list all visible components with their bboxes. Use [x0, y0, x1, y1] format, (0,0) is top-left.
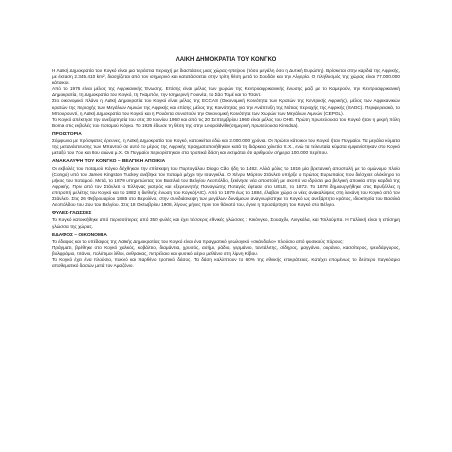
section-tribes-languages [52, 211, 400, 229]
paragraph: Το έδαφος και το υπέδαφος της Λαϊκής Δημοκρατίας του Κογκό είναι ένα πραγματικό γεωλογικό «σκάνδαλο» πλούσιο από φυσικούς πόρους: [52, 238, 344, 244]
section-prehistory [52, 132, 400, 156]
paragraph: Οι εκβολές του ποταμού Κόγκο δέχθηκαν την επίσκεψη του Πορτογάλου Diogo Cão ήδη το 1482. Αλλά μόλις το 1816 μία βρετανική αποστολή με το ομώνυμο πλοίο (Congo) υπό τον James Kingston Tuckey ανέβηκε τον ποταμό μέχρι την Ισανγκίλα. Ο Χένρυ Μόρτον Στάνλεϋ υπήρξε ο πρώτος Ευρωπαίος που διέσχισε ολόκληρο το μήκος του ποταμού. Μετά, το 1879 υπηρετώντας τον Βασιλιά του Βελγίου Λεοπόλδο, ξεκίνησε νέα αποστολή με σκοπό να ιδρύσει μια βελγική αποικία στην καρδιά της Αφρικής. Πριν από τον Στάνλεϋ ο Έλληνας γιατρός και εξερευνητής Παναγιώτης Ποταγός έφτασε στο UELE, το 1872. Το 1878 δημιουργήθηκε στις Βρυξέλλες η επιτροπή μελέτης του Κογκό και το 1882 η διεθνής ένωση του Κογκό(AIC). Από το 1879 έως το 1884, έλαβαν χώρα οι νέες ανακαλύψεις στη λεκάνη του Κογκό από τον Στάνλεϋ. Στις 26 Φεβρουαρίου 1885 στο Βερολίνο, στην συνδιάσκεψη των μεγάλων δυνάμεων αναγνωρίστηκε το Κογκό ως ανεξάρτητο κράτος, ιδιοκτησία του Βασιλιά Λεοπόλδου του 2ου του Βελγίου. Στις 18 Οκτωβρίου 1908, λίγους μήνες πριν τον θάνατό του, έγινε η προσάρτηση του Κογκό στο Βέλγιο. [52, 165, 400, 208]
section-intro [52, 68, 400, 129]
paragraph: Το Κογκό έχει ένα πλούσιο, πυκνό και παρθένο τροπικό δάσος. Τα δάση καλύπτουν το 60% της εθνικής επικράτειας. Κατέχει επομένως το δεύτερο παγκόσμιο αποθεματικό δασών μετά τον Αμαζόνιο. [52, 257, 400, 269]
section-heading: ΑΝΑΚΑΛΥΨΗ ΤΟΥ ΚΟΝΓΚΟ – ΒΕΛΓΙΚΗ ΑΠΟΙΚΙΑ [52, 159, 166, 165]
document-title: ΛΑΙΚΗ ΔΗΜΟΚΡΑΤΙΑ ΤΟΥ ΚΟΝΓΚΟ [175, 57, 277, 63]
paragraph: Το Κογκό απέκτησε την ανεξαρτησία του στις 30 Ιουνίου 1960 και από τις 20 Σεπτεμβρίου 1960 είναι μέλος του ΟΗΕ. Πρώτη πρωτεύουσα του Κογκό ήταν η μικρή πόλη Boma στις εκβολές του ποταμού Κόγκο. Το 1926 έδωσε τη θέση της στην Leopoldville(σημερινή πρωτεύουσα Kinsdsa). [52, 116, 400, 128]
section-discovery [52, 159, 400, 208]
paragraph: Το Κογκό κατοικήθηκε από περισσότερες από 350 φυλές και έχει τέσσερις εθνικές γλώσσες : Κικόνγκο, Σουαχίλι, Λινγκάλα, και Τσιλούμπα. Η Γαλλική είναι η επίσημη γλώσσα της χώρας. [52, 217, 400, 229]
section-heading: ΦΥΛΕΣ-ΓΛΩΣΣΕΣ [52, 211, 92, 217]
paragraph: Από το 1976 είναι μέλος της Αφρικανικής Ένωσης. Επίσης είναι μέλος των χωρών της Κεντροαφρικανικής ένωσης μαζί με το Καμερούν, την Κεντροαφρικανική Δημοκρατία, τη Δημοκρατία του Κογκό, τη Γκαμπόν, την Ισημερινή Γουινέα, το Σάο Τομέ και το Τσαντ. [52, 86, 400, 98]
paragraph: Στο οικονομικό πλάνο η Λαϊκή Δημοκρατία του Κογκό είναι μέλος της ECCAS (Οικονομική Κοινότητα των Κρατών της Κεντρικής Αφρικής), μέλος των Αφρικανικών κρατών της περιοχής των Μεγάλων Λιμνών της Αφρικής και επίσης μέλος της Κοινότητας για την Ανάπτυξη της Νότιας περιοχής της Αφρικής (SADC). Περιφερειακά, το Μπουρουντί, η Λαϊκή Δημοκρατία του Κογκό και η Ρουάντα συνιστούν την Οικονομική Κοινότητα των Χωρών των Μεγάλων Λιμνών (CEPGL). [52, 98, 400, 116]
paragraph: Η Λαϊκή Δημοκρατία του Κογκό είναι μια τεράστια περιοχή με διαστάσεις μιας χώρας-ηπείρου (τόσο μεγάλη όσο η Δυτική Ευρώπη). Βρίσκεται στην καρδιά της Αφρικής, με έκταση 2.345.410 km², διασχίζεται από τον ισημερινό και κατατάσσεται στην τρίτη θέση μετά το Σουδάν και την Αλγερία. Ο πληθυσμός της χώρας είναι 77.000.000 κάτοικοι. [52, 68, 400, 86]
section-heading: ΕΔΑΦΟΣ – ΟΙΚΟΝΟΜΙΑ [52, 232, 107, 238]
section-heading: ΠΡΟΙΣΤΟΡΙΑ [52, 131, 82, 137]
paragraph: Πράγματι, βρέθηκε στο Κογκό χαλκός, κοβάλτιο, διαμάντια, χρυσός, ασήμι, ράδιο, γερμάνιο, ταντάλιτης, σίδηρος, μαγγάνιο, ουράνιο, κασσίτερος, ψευδάργυρος, βολφράμιο, τιτάνιο, πολύτιμοι λίθοι, ανθρακας, πετρέλαιο και φυσικό αέριο μεθάνιο στη λίμνη Κίβου. [52, 244, 400, 257]
paragraph: Σύμφωνα με πρόσφατες έρευνες, η Λαϊκή Δημοκρατία του Κογκό, κατοικείται εδώ και 2.000.000 χρόνια. Οι πρώτοι κάτοικοι του Κογκό ήταν Πυγμαίοι. Τα μεγάλα κύματα της μετανάστευσης των Μπαντού σε αυτό το μέρος της Αφρικής πραγματοποιήθηκαν κατά τη διάρκεια χιλιετία π.Χ., ενώ τα τελευταία κύματα εμφανίστηκαν στο Κογκό μεταξύ του 7ου και 8ου αιώνα μ.Χ. Οι Πυγμαίοι περιορίστηκαν στα τροπικά δάση και εκτιμάται ότι αριθμούν σήμερα 100.000 περίπου. [52, 138, 400, 156]
section-land-economy [52, 233, 400, 270]
